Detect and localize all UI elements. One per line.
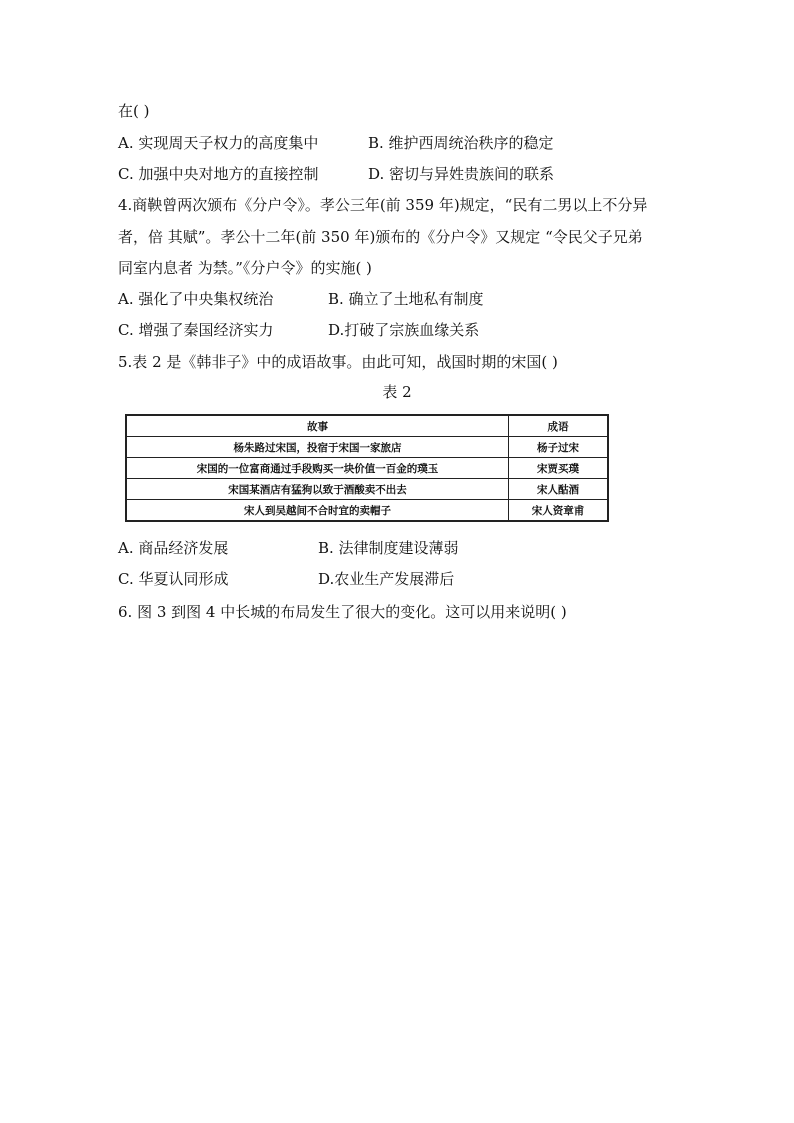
q6-stem: 6. 图 3 到图 4 中长城的布局发生了很大的变化。这可以用来说明( )	[118, 603, 567, 621]
table-row	[126, 437, 608, 458]
q4-option-b: B. 确立了土地私有制度	[328, 290, 484, 308]
q5-stem: 5.表 2 是《韩非子》中的成语故事。由此可知，战国时期的宋国( )	[118, 353, 558, 371]
q4-option-a: A. 强化了中央集权统治	[118, 290, 274, 308]
q3-option-b: B. 维护西周统治秩序的稳定	[368, 134, 554, 152]
table-cell-idiom: 宋人酤酒	[509, 479, 609, 500]
table-cell-idiom: 宋人资章甫	[509, 500, 609, 522]
table-row	[126, 479, 608, 500]
q4-option-d: D.打破了宗族血缘关系	[328, 321, 480, 339]
q5-option-d: D.农业生产发展滞后	[318, 570, 455, 588]
q4-stem-line-3: 同室内息者 为禁。”《分户令》的实施( )	[118, 259, 372, 277]
q4-option-c: C. 增强了秦国经济实力	[118, 321, 274, 339]
table-cell-story: 宋国某酒店有猛狗以致于酒酸卖不出去	[126, 479, 509, 500]
q3-option-a: A. 实现周天子权力的高度集中	[118, 134, 319, 152]
table-row	[126, 458, 608, 479]
q5-option-c: C. 华夏认同形成	[118, 570, 229, 588]
q5-option-b: B. 法律制度建设薄弱	[318, 539, 459, 557]
q4-stem-line-1: 4.商鞅曾两次颁布《分户令》。孝公三年(前 359 年)规定，“民有二男以上不分异	[118, 196, 648, 214]
table-row	[126, 500, 608, 522]
q3-option-c: C. 加强中央对地方的直接控制	[118, 165, 319, 183]
q3-option-d: D. 密切与异姓贵族间的联系	[368, 165, 555, 183]
idiom-story-table	[125, 414, 609, 522]
q3-stem-tail: 在( )	[118, 102, 150, 120]
table-cell-story: 宋国的一位富商通过手段购买一块价值一百金的璞玉	[126, 458, 509, 479]
table-cell-idiom: 宋贾买璞	[509, 458, 609, 479]
table-header-idiom: 成语	[509, 415, 609, 437]
table-caption: 表 2	[382, 383, 412, 401]
table-cell-story: 宋人到吴越间不合时宜的卖帽子	[126, 500, 509, 522]
table-header-story: 故事	[126, 415, 509, 437]
table-header-row	[126, 415, 608, 437]
table-cell-story: 杨朱路过宋国，投宿于宋国一家旅店	[126, 437, 509, 458]
table-cell-idiom: 杨子过宋	[509, 437, 609, 458]
q4-stem-line-2: 者，倍 其赋”。孝公十二年(前 350 年)颁布的《分户令》又规定 “令民父子兄弟	[118, 228, 643, 246]
q5-option-a: A. 商品经济发展	[118, 539, 229, 557]
